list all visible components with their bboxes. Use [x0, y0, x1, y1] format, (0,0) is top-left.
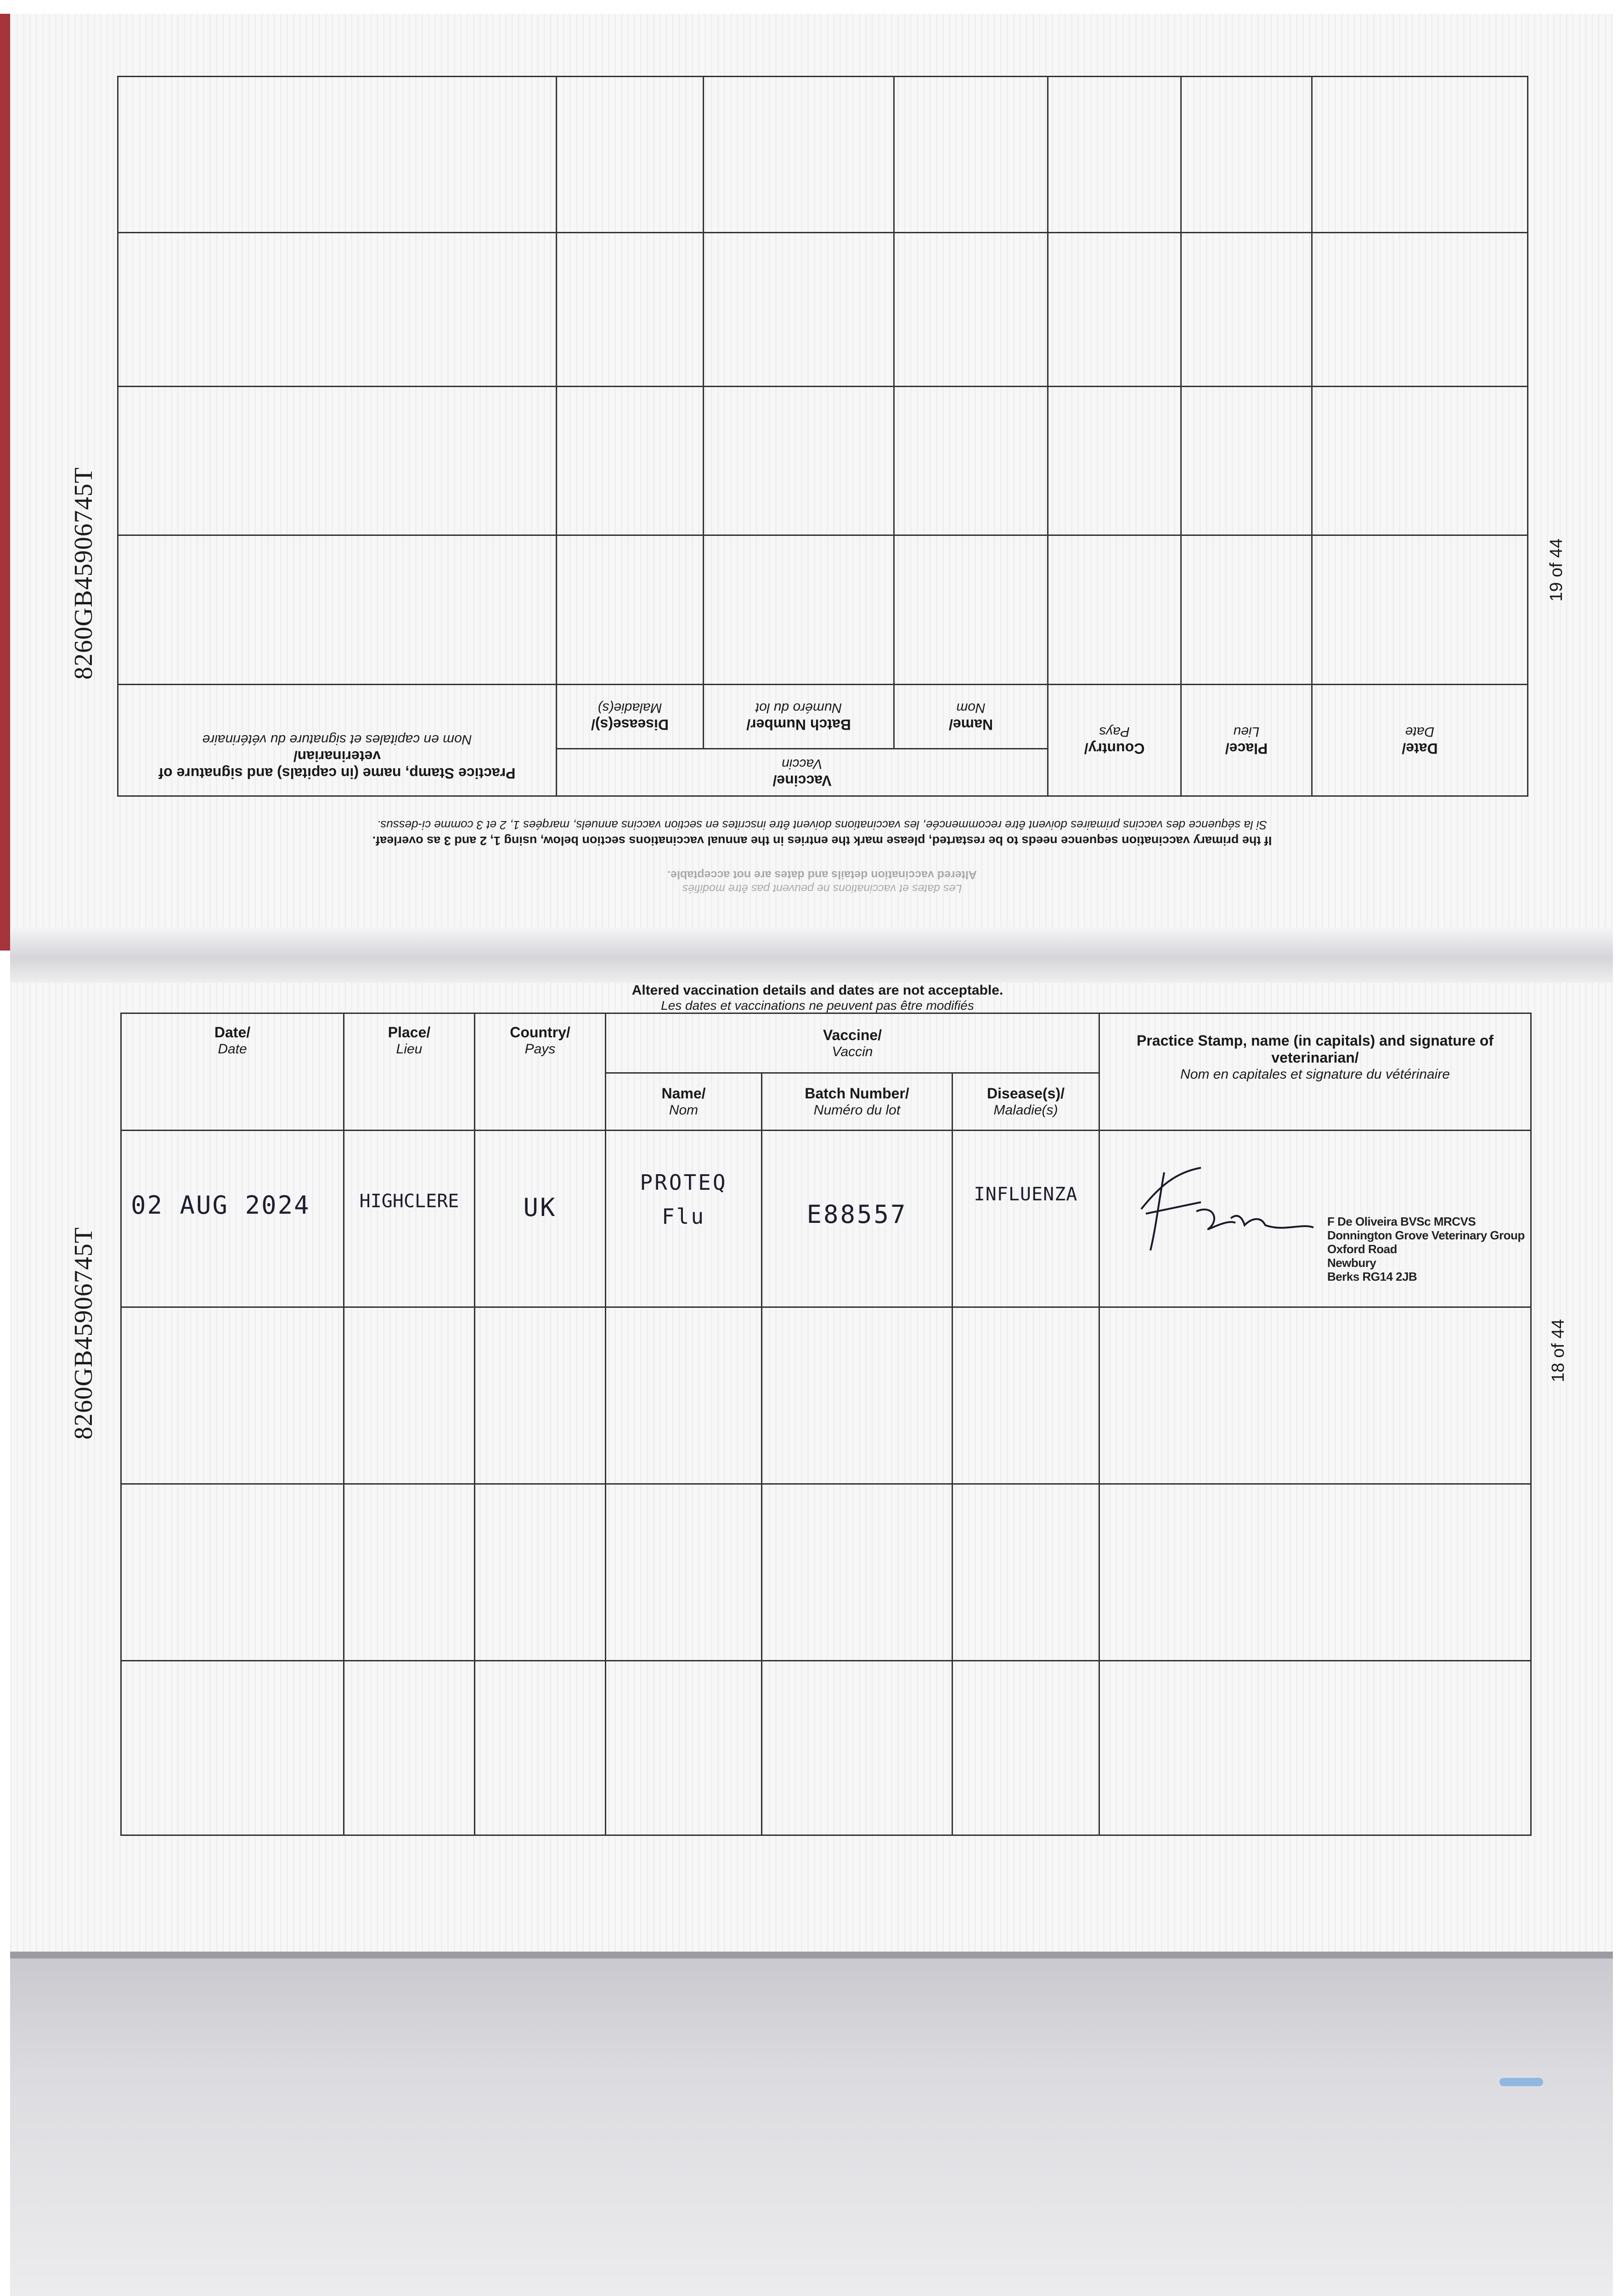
upper-table-row — [118, 386, 1528, 535]
lower-header-stamp: Practice Stamp, name (in capitals) and signature of veterinarian/ Nom en capitales et signature du vétérinaire — [1099, 1013, 1531, 1131]
upper-altered-notice — [574, 868, 1070, 895]
lower-header-batch: Batch Number/ Numéro du lot — [762, 1073, 952, 1131]
upper-header-date: Date/ Date — [1312, 684, 1528, 796]
upper-header-disease: Disease(s)/ Maladie(s) — [557, 684, 704, 748]
lower-header-vaccine: Vaccine/ Vaccin — [606, 1013, 1099, 1073]
lower-serial-number: 8260GB45906745T — [69, 1227, 98, 1440]
upper-altered-notice-fr: Les dates et vaccinations ne peuvent pas être modifiés — [682, 882, 962, 895]
upper-table-row — [118, 232, 1528, 386]
upper-page-number: 19 of 44 — [1547, 538, 1566, 602]
upper-header-name: Name/ Nom — [894, 684, 1048, 748]
lower-header-country: Country/ Pays — [475, 1013, 606, 1131]
upper-header-country: Country/ Pays — [1048, 684, 1181, 796]
table-row — [121, 1131, 1531, 1307]
upper-table-row — [118, 77, 1528, 233]
stamp-vet-name: F De Oliveira BVSc MRCVS — [1327, 1215, 1476, 1228]
lower-page-number: 18 of 44 — [1549, 1319, 1568, 1382]
entry-batch: E88557 — [762, 1131, 952, 1307]
lower-header-place: Place/ Lieu — [344, 1013, 475, 1131]
table-row — [121, 1484, 1531, 1661]
stamp-address-town: Newbury — [1327, 1256, 1376, 1270]
upper-altered-notice-en: Altered vaccination details and dates are not acceptable. — [667, 868, 977, 881]
upper-header-vaccine: Vaccine/ Vaccin — [557, 748, 1048, 796]
lower-altered-notice-fr: Les dates et vaccinations ne peuvent pas être modifiés — [661, 998, 974, 1013]
upper-header-batch: Batch Number/ Numéro du lot — [704, 684, 894, 748]
entry-country: UK — [475, 1131, 606, 1307]
entry-vaccine-name: PROTEQ Flu — [606, 1131, 762, 1307]
page-gutter — [10, 928, 1613, 983]
lower-header-date: Date/ Date — [121, 1013, 344, 1131]
upper-header-place: Place/ Lieu — [1181, 684, 1312, 796]
stamp-address-road: Oxford Road — [1327, 1242, 1397, 1256]
lower-header-name: Name/ Nom — [606, 1073, 762, 1131]
upper-restart-notice — [230, 817, 1414, 849]
upper-header-stamp: Practice Stamp, name (in capitals) and signature of veterinarian/ Nom en capitales et signature du vétérinaire — [118, 684, 557, 796]
upper-restart-notice-en: If the primary vaccination sequence needs to be restarted, please mark the entries in the annual vaccinations section below, using 1, 2 and 3 as overleaf. — [372, 834, 1272, 848]
lower-header-disease: Disease(s)/ Maladie(s) — [952, 1073, 1099, 1131]
upper-serial-number: 8260GB45906745T — [69, 467, 98, 680]
upper-vaccination-table — [117, 76, 1528, 797]
vet-signature — [1132, 1159, 1316, 1269]
lower-vaccination-table — [120, 1013, 1532, 1836]
entry-disease: INFLUENZA — [952, 1131, 1099, 1307]
stamp-address-postcode: Berks RG14 2JB — [1327, 1270, 1417, 1283]
practice-stamp — [1327, 1215, 1525, 1283]
upper-restart-notice-fr: Si la séquence des vaccins primaires doivent être recommencée, les vaccinations doivent être inscrites en section vaccins annuels, marqées 1, 2 et 3 comme ci-dessus. — [377, 818, 1267, 832]
lower-altered-notice — [565, 983, 1070, 1013]
passport-cover — [10, 1958, 1613, 2296]
table-row — [121, 1661, 1531, 1835]
lower-altered-notice-en: Altered vaccination details and dates are not acceptable. — [631, 983, 1003, 998]
stamp-practice-name: Donnington Grove Veterinary Group — [1327, 1228, 1525, 1242]
upper-table-row — [118, 535, 1528, 685]
entry-date: 02 AUG 2024 — [121, 1131, 344, 1307]
ink-mark — [1499, 2078, 1543, 2086]
table-row — [121, 1307, 1531, 1484]
entry-place: HIGHCLERE — [344, 1131, 475, 1307]
